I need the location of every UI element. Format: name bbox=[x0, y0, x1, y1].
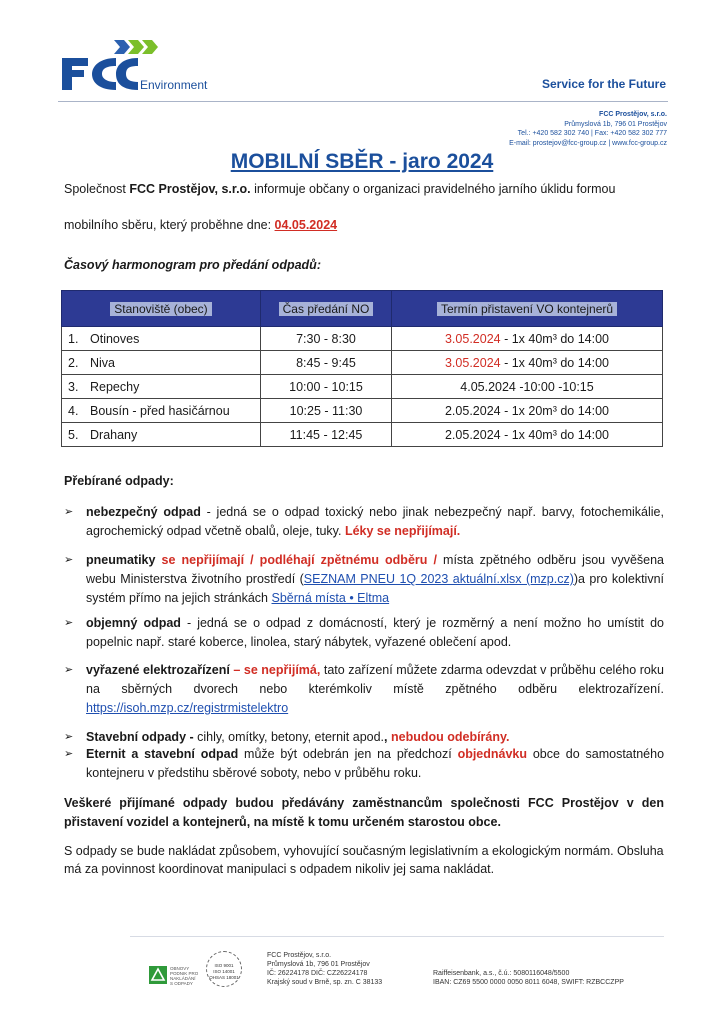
term-date: 4.05.2024 bbox=[460, 379, 516, 394]
bullet-text bbox=[86, 614, 664, 652]
footer-small-label bbox=[170, 966, 198, 986]
footer-small-line: PODNIK PRO bbox=[170, 971, 199, 976]
table-row bbox=[62, 399, 663, 423]
arrow-bullet-icon: ➢ bbox=[64, 664, 74, 676]
footer-small-line: NAKLÁDÁNÍ bbox=[170, 976, 196, 981]
cell-term bbox=[392, 423, 663, 447]
cell-term bbox=[392, 351, 663, 375]
cell-time: 10:00 - 10:15 bbox=[261, 375, 392, 399]
footer-address bbox=[267, 951, 382, 987]
contact-phones: Tel.: +420 582 302 740 | Fax: +420 582 302 777 bbox=[517, 130, 667, 137]
cell-term bbox=[392, 375, 663, 399]
arrow-bullet-icon: ➢ bbox=[64, 506, 74, 518]
cell-site bbox=[62, 375, 261, 399]
cell-site bbox=[62, 399, 261, 423]
collection-date: 04.05.2024 bbox=[274, 218, 338, 232]
bullet-bulky bbox=[64, 614, 664, 652]
row-number: 2. bbox=[68, 355, 79, 370]
cell-term bbox=[392, 327, 663, 351]
intro-line-2 bbox=[64, 217, 664, 233]
bullet-term: nebezpečný odpad bbox=[86, 505, 201, 519]
cell-time: 8:45 - 9:45 bbox=[261, 351, 392, 375]
footer-addr-line: FCC Prostějov, s.r.o. bbox=[267, 952, 332, 959]
bullet-text bbox=[86, 745, 664, 783]
final-notice: Veškeré přijímané odpady budou předávány zaměstnancům společnosti FCC Prostějov v den přistavení vozidel a kontejnerů, na místě k tomu určeném starostou obce. bbox=[64, 796, 664, 829]
schedule-table bbox=[61, 290, 663, 447]
bullet-body-2: obce do samostatného kontejneru v předstihu sběrové soboty, nebo v průběhu roku. bbox=[86, 747, 665, 780]
footer-divider bbox=[130, 936, 664, 937]
row-number: 1. bbox=[68, 331, 79, 346]
term-date: 2.05.2024 bbox=[444, 403, 501, 418]
bullet-warning: – se nepřijímá, bbox=[229, 663, 321, 677]
col-header-term-label: Termín přistavení VO kontejnerů bbox=[437, 302, 617, 316]
intro-text-3: mobilního sběru, který proběhne dne: bbox=[64, 218, 275, 232]
arrow-bullet-icon: ➢ bbox=[64, 554, 74, 566]
bullet-text bbox=[86, 661, 664, 718]
site-name: Otinoves bbox=[90, 331, 140, 346]
footer-addr-line: Krajský soud v Brně, sp. zn. C 38133 bbox=[267, 979, 383, 986]
intro-line-1 bbox=[64, 181, 664, 197]
term-detail: - 1x 40m³ do 14:00 bbox=[500, 355, 609, 370]
term-detail: - 1x 40m³ do 14:00 bbox=[500, 331, 609, 346]
intro-text-2: informuje občany o organizaci pravidelného jarního úklidu formou bbox=[250, 182, 616, 196]
bullet-term: objemný odpad bbox=[86, 616, 181, 630]
site-name: Repechy bbox=[90, 379, 140, 394]
table-header-row bbox=[62, 291, 663, 327]
term-detail: - 1x 40m³ do 14:00 bbox=[500, 427, 609, 442]
term-detail: - 1x 20m³ do 14:00 bbox=[500, 403, 609, 418]
bullet-body: místa zpětného odběru jsou vyvěšena webu Ministerstva životního prostředí ( bbox=[86, 553, 664, 586]
col-header-term bbox=[392, 291, 663, 327]
footer-bank-line: Raiffeisenbank, a.s., č.ú.: 5080116048/5500 bbox=[433, 970, 570, 977]
bullet-comma: , bbox=[384, 730, 388, 744]
cell-time: 7:30 - 8:30 bbox=[261, 327, 392, 351]
contact-company: FCC Prostějov, s.r.o. bbox=[599, 111, 667, 118]
cell-site bbox=[62, 351, 261, 375]
bullet-warning: nebudou odebírány. bbox=[387, 730, 510, 744]
bullet-tyres bbox=[64, 551, 664, 608]
arrow-bullet-icon: ➢ bbox=[64, 617, 74, 629]
seal-line: ISO 14001 bbox=[213, 969, 235, 974]
term-date: 2.05.2024 bbox=[444, 427, 501, 442]
footer-small-line: S ODPADY bbox=[170, 981, 193, 986]
bullet-term: vyřazené elektrozařízení bbox=[86, 663, 230, 677]
bullet-warning: se nepřijímají / podléhají zpětnému odběru / bbox=[155, 553, 444, 567]
footer-addr-line: Průmyslová 1b, 796 01 Prostějov bbox=[267, 961, 370, 968]
site-name: Drahany bbox=[90, 427, 138, 442]
col-header-site-label: Stanoviště (obec) bbox=[110, 302, 211, 316]
bullet-text bbox=[86, 551, 664, 608]
footer-small-line: OBNOVY bbox=[170, 966, 190, 971]
intro-text: Společnost bbox=[64, 182, 130, 196]
bullet-body: cihly, omítky, betony, eternit apod. bbox=[193, 730, 385, 744]
seal-line: ISO 9001 bbox=[214, 963, 234, 968]
arrow-bullet-icon: ➢ bbox=[64, 748, 74, 760]
schedule-heading: Časový harmonogram pro předání odpadů: bbox=[64, 258, 321, 272]
term-detail: -10:00 -10:15 bbox=[515, 379, 594, 394]
bullet-body: - jedná se o odpad toxický nebo jinak nebezpečný např. barvy, fotochemikálie, agrochemický odpad včetně obalů, oleje, tuky. bbox=[86, 505, 664, 538]
bullet-warning: objednávku bbox=[457, 747, 528, 761]
site-name: Bousín - před hasičárnou bbox=[90, 403, 230, 418]
col-header-time bbox=[261, 291, 392, 327]
row-number: 4. bbox=[68, 403, 79, 418]
environment-label: Environment bbox=[140, 78, 208, 92]
row-number: 5. bbox=[68, 427, 79, 442]
bullet-body-2: )a pro kolektivní systém přímo na jejich stránkách bbox=[86, 572, 665, 605]
table-row bbox=[62, 351, 663, 375]
seal-line: OHSAS 18001 bbox=[209, 975, 239, 980]
col-header-site bbox=[62, 291, 261, 327]
cell-time: 11:45 - 12:45 bbox=[261, 423, 392, 447]
eltma-link[interactable]: Sběrná místa • Eltma bbox=[271, 591, 390, 605]
tagline: Service for the Future bbox=[541, 77, 666, 91]
table-row bbox=[62, 327, 663, 351]
cell-time: 10:25 - 11:30 bbox=[261, 399, 392, 423]
table-row bbox=[62, 423, 663, 447]
table-row bbox=[62, 375, 663, 399]
bullet-term: pneumatiky bbox=[86, 553, 156, 567]
contact-address: Průmyslová 1b, 796 01 Prostějov bbox=[564, 120, 667, 128]
header-divider bbox=[58, 101, 668, 102]
term-date: 3.05.2024 bbox=[444, 355, 501, 370]
bullet-text bbox=[86, 503, 664, 541]
recycling-logo-icon bbox=[149, 966, 167, 984]
certification-seal-icon bbox=[206, 951, 242, 987]
site-name: Niva bbox=[90, 355, 116, 370]
bullet-body: - jedná se o odpad z domácností, který je rozměrný a není možno ho umístit do popelnic např. staré koberce, linolea, starý nábytek, vyřazené oblečení apod. bbox=[86, 616, 664, 649]
cell-term bbox=[392, 399, 663, 423]
bullet-electro bbox=[64, 661, 664, 718]
bullet-hazardous bbox=[64, 503, 664, 541]
isoh-link[interactable]: https://isoh.mzp.cz/registrmistelektro bbox=[86, 701, 289, 715]
term-date: 3.05.2024 bbox=[444, 331, 501, 346]
bullet-body: může být odebrán jen na předchozí bbox=[238, 747, 458, 761]
bullet-term: Stavební odpady - bbox=[86, 730, 194, 744]
mzp-tyre-list-link[interactable]: SEZNAM PNEU 1Q 2023 aktuální.xlsx (mzp.cz) bbox=[303, 572, 574, 586]
footer-bank bbox=[433, 969, 624, 987]
bullet-eternit bbox=[64, 745, 664, 783]
arrow-bullet-icon: ➢ bbox=[64, 731, 74, 743]
page-title: MOBILNÍ SBĚR - jaro 2024 bbox=[230, 150, 494, 173]
cell-site bbox=[62, 423, 261, 447]
contact-block bbox=[509, 110, 667, 148]
accepted-waste-heading: Přebírané odpady: bbox=[64, 474, 174, 488]
intro-company: FCC Prostějov, s.r.o. bbox=[129, 182, 251, 196]
bullet-body: tato zařízení můžete zdarma odevzdat v průběhu celého roku na sběrných dvorech nebo kterémkoliv místě zpětného odběru elektrozařízení. bbox=[86, 663, 665, 696]
col-header-time-label: Čas předání NO bbox=[279, 302, 374, 316]
footer-addr-line: IČ: 26224178 DIČ: CZ26224178 bbox=[267, 970, 368, 977]
contact-email[interactable]: E-mail: prostejov@fcc-group.cz | www.fcc-group.cz bbox=[509, 139, 667, 147]
bullet-warning: Léky se nepřijímají. bbox=[344, 524, 461, 538]
row-number: 3. bbox=[68, 379, 79, 394]
bullet-term: Eternit a stavební odpad bbox=[86, 747, 239, 761]
cell-site bbox=[62, 327, 261, 351]
closing-paragraph: S odpady se bude nakládat způsobem, vyhovující současným legislativním a ekologickým normám. Obsluha má za povinnost koordinovat manipulaci s odpadem nikoliv jej sama nakládat. bbox=[64, 844, 664, 876]
footer-bank-line: IBAN: CZ69 5500 0000 0050 8011 6048, SWIFT: RZBCCZPP bbox=[433, 979, 624, 986]
